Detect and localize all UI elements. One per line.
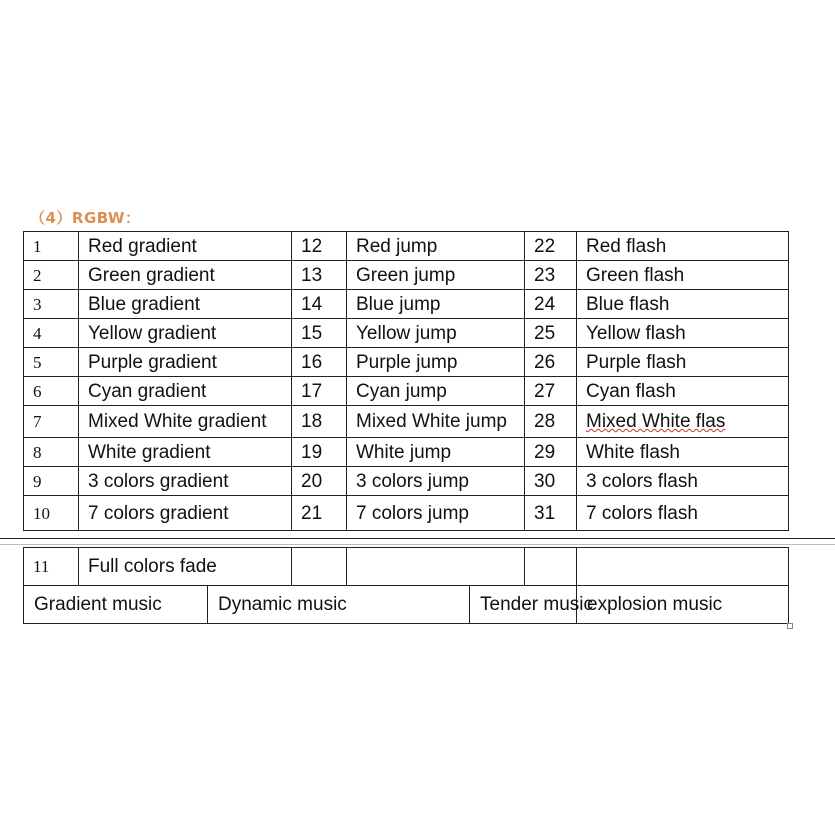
mode-name: Mixed White gradient [79, 406, 292, 438]
mode-number: 4 [24, 319, 79, 348]
mode-number: 21 [292, 496, 347, 531]
mode-number: 8 [24, 438, 79, 467]
table-row [24, 261, 789, 290]
table-row [24, 406, 789, 438]
mode-name: Cyan gradient [79, 377, 292, 406]
mode-number: 7 [24, 406, 79, 438]
mode-number: 3 [24, 290, 79, 319]
mode-number: 13 [292, 261, 347, 290]
mode-number: 10 [24, 496, 79, 531]
table-row [24, 496, 789, 531]
mode-name: Cyan flash [577, 377, 789, 406]
mode-number: 14 [292, 290, 347, 319]
section-heading: （4）RGBW： [30, 209, 141, 227]
mode-number: 29 [525, 438, 577, 467]
mode-name: Green gradient [79, 261, 292, 290]
music-row [24, 586, 789, 624]
mode-name: Mixed White flas [577, 406, 789, 438]
mode-name: 7 colors gradient [79, 496, 292, 531]
mode-number: 11 [24, 548, 79, 586]
mode-number: 31 [525, 496, 577, 531]
mode-name: 7 colors flash [577, 496, 789, 531]
mode-name: Cyan jump [347, 377, 525, 406]
table-row [24, 377, 789, 406]
mode-number: 26 [525, 348, 577, 377]
empty-cell [577, 548, 789, 586]
mode-name: Green flash [577, 261, 789, 290]
table-row [24, 290, 789, 319]
mode-name: Mixed White jump [347, 406, 525, 438]
music-mode: explosion music [577, 586, 789, 624]
mode-number: 30 [525, 467, 577, 496]
music-mode: Tender music [470, 586, 577, 624]
mode-name: Green jump [347, 261, 525, 290]
mode-number: 1 [24, 232, 79, 261]
mode-number: 16 [292, 348, 347, 377]
mode-name: White jump [347, 438, 525, 467]
music-mode: Dynamic music [208, 586, 470, 624]
mode-name: 3 colors flash [577, 467, 789, 496]
mode-number: 9 [24, 467, 79, 496]
mode-number: 27 [525, 377, 577, 406]
table-row [24, 548, 789, 586]
mode-number: 28 [525, 406, 577, 438]
mode-number: 2 [24, 261, 79, 290]
mode-name: 3 colors gradient [79, 467, 292, 496]
music-mode: Gradient music [24, 586, 208, 624]
mode-name: Blue gradient [79, 290, 292, 319]
mode-number: 23 [525, 261, 577, 290]
mode-name: 3 colors jump [347, 467, 525, 496]
mode-number: 18 [292, 406, 347, 438]
table-row [24, 438, 789, 467]
page-break-line [0, 538, 835, 539]
table-row [24, 232, 789, 261]
mode-number: 5 [24, 348, 79, 377]
page-break-line-2 [0, 544, 835, 545]
empty-cell [347, 548, 525, 586]
mode-number: 25 [525, 319, 577, 348]
mode-number: 24 [525, 290, 577, 319]
mode-number: 22 [525, 232, 577, 261]
table-corner-marker [787, 623, 793, 629]
mode-number: 19 [292, 438, 347, 467]
mode-name: Yellow gradient [79, 319, 292, 348]
table-row [24, 319, 789, 348]
mode-number: 12 [292, 232, 347, 261]
mode-name: Yellow jump [347, 319, 525, 348]
mode-name: Blue flash [577, 290, 789, 319]
mode-name: Purple flash [577, 348, 789, 377]
mode-number: 20 [292, 467, 347, 496]
mode-name: Yellow flash [577, 319, 789, 348]
mode-name: Blue jump [347, 290, 525, 319]
mode-name: Red flash [577, 232, 789, 261]
mode-name: 7 colors jump [347, 496, 525, 531]
empty-cell [292, 548, 347, 586]
empty-cell [525, 548, 577, 586]
table-row [24, 348, 789, 377]
mode-name: White gradient [79, 438, 292, 467]
mode-number: 17 [292, 377, 347, 406]
mode-name: Full colors fade [79, 548, 292, 586]
mode-name: Red gradient [79, 232, 292, 261]
mode-name: White flash [577, 438, 789, 467]
mode-name: Purple gradient [79, 348, 292, 377]
mode-number: 15 [292, 319, 347, 348]
mode-name: Red jump [347, 232, 525, 261]
mode-table [23, 231, 789, 531]
mode-number: 6 [24, 377, 79, 406]
extra-table [23, 547, 789, 624]
table-row [24, 467, 789, 496]
mode-name: Purple jump [347, 348, 525, 377]
